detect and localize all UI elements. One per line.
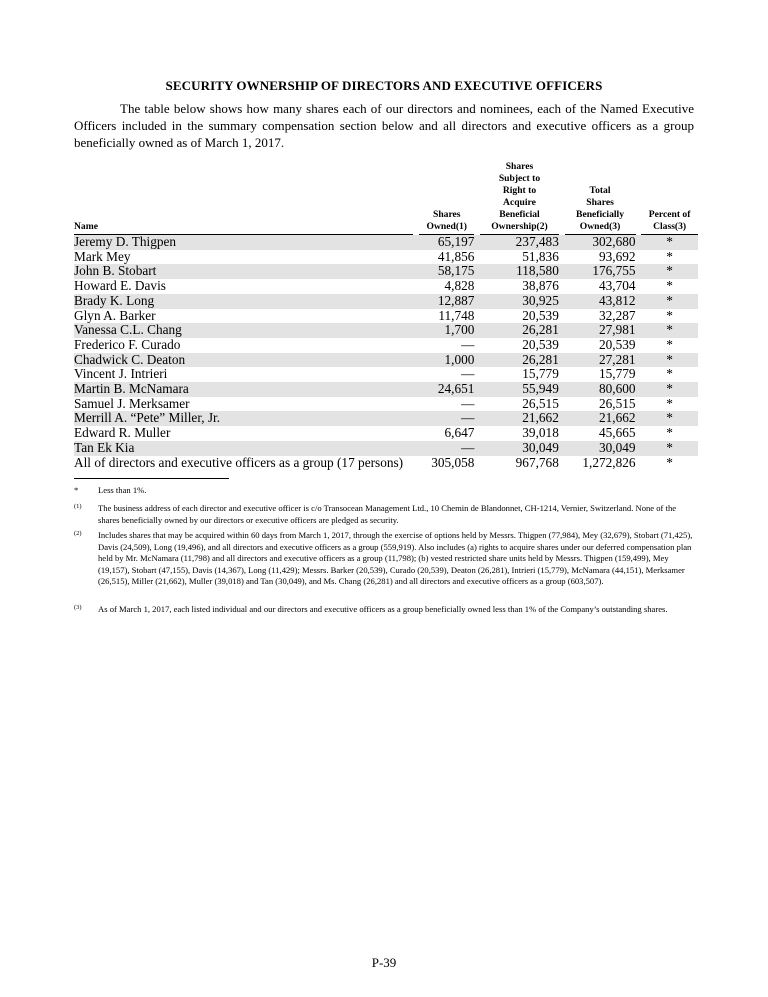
table-row — [74, 309, 698, 324]
header-shares-owned: Shares Owned(1) — [419, 161, 474, 235]
cell-percent-of-class: * — [641, 382, 698, 397]
cell-percent-of-class: * — [666, 395, 673, 411]
table-row — [74, 441, 698, 456]
cell-right-to-acquire: 51,836 — [522, 248, 559, 264]
cell-total-shares: 32,287 — [598, 307, 636, 323]
cell-total-shares: 20,539 — [598, 336, 636, 352]
cell-name: Martin B. McNamara — [74, 382, 413, 397]
table-row — [74, 456, 698, 471]
cell-total-shares: 21,662 — [565, 411, 636, 426]
cell-right-to-acquire: 39,018 — [522, 425, 559, 441]
cell-percent-of-class: * — [666, 278, 673, 294]
table-row — [74, 411, 698, 426]
cell-name: All of directors and executive officers as a group (17 persons) — [74, 454, 404, 470]
cell-percent-of-class: * — [666, 454, 673, 470]
cell-total-shares: 30,049 — [565, 441, 636, 456]
table-row — [74, 353, 698, 368]
table-row — [74, 382, 698, 397]
cell-right-to-acquire: 26,281 — [480, 323, 559, 338]
cell-name: John B. Stobart — [74, 264, 413, 279]
cell-shares-owned: — — [419, 411, 474, 426]
cell-total-shares: 15,779 — [598, 366, 636, 382]
ownership-table — [74, 161, 698, 470]
cell-percent-of-class: * — [641, 264, 698, 279]
cell-percent-of-class: * — [641, 441, 698, 456]
cell-name: Edward R. Muller — [74, 425, 171, 441]
cell-name: Brady K. Long — [74, 294, 413, 309]
cell-total-shares: 1,272,826 — [582, 454, 636, 470]
cell-shares-owned: — — [461, 366, 475, 382]
cell-shares-owned: — — [461, 395, 475, 411]
cell-percent-of-class: * — [641, 353, 698, 368]
cell-percent-of-class: * — [666, 336, 673, 352]
cell-percent-of-class: * — [666, 307, 673, 323]
table-row — [74, 426, 698, 441]
cell-shares-owned: 6,647 — [444, 425, 475, 441]
cell-total-shares: 27,281 — [565, 353, 636, 368]
cell-total-shares: 27,981 — [565, 323, 636, 338]
table-row — [74, 338, 698, 353]
cell-shares-owned: 11,748 — [438, 307, 475, 323]
cell-name: Jeremy D. Thigpen — [74, 235, 413, 250]
header-name: Name — [74, 161, 413, 235]
cell-shares-owned: — — [461, 336, 475, 352]
cell-shares-owned: 65,197 — [419, 235, 474, 250]
cell-shares-owned: 1,000 — [419, 353, 474, 368]
cell-right-to-acquire: 118,580 — [480, 264, 559, 279]
cell-name: Merrill A. “Pete” Miller, Jr. — [74, 411, 413, 426]
cell-percent-of-class: * — [666, 366, 673, 382]
footnote-3: $^{(3)}$ As of March 1, 2017, each listed individual and our directors and executive officers as a group beneficially owned less than 1% of the Company’s outstanding shares. — [74, 604, 668, 614]
page-number: P-39 — [371, 955, 397, 970]
cell-right-to-acquire: 38,876 — [522, 278, 559, 294]
header-total-shares: Total Shares Beneficially Owned(3) — [565, 161, 636, 235]
cell-total-shares: 176,755 — [565, 264, 636, 279]
cell-right-to-acquire: 20,539 — [522, 336, 559, 352]
cell-right-to-acquire: 967,768 — [515, 454, 559, 470]
cell-total-shares: 302,680 — [565, 235, 636, 250]
cell-right-to-acquire: 237,483 — [480, 235, 559, 250]
cell-total-shares: 26,515 — [598, 395, 636, 411]
intro-text: The table below shows how many shares each of our directors and nominees, each of the Named Executive Officers included in the summary compensation section below and all directors and executive officers as a group beneficially owned as of March 1, 2017. — [74, 101, 694, 150]
cell-name: Tan Ek Kia — [74, 441, 413, 456]
table-row — [74, 235, 698, 250]
cell-shares-owned: 41,856 — [437, 248, 475, 264]
table-row — [74, 294, 698, 309]
cell-right-to-acquire: 15,779 — [522, 366, 559, 382]
cell-total-shares: 45,665 — [598, 425, 636, 441]
cell-name: Vincent J. Intrieri — [74, 366, 168, 382]
cell-right-to-acquire: 30,049 — [480, 441, 559, 456]
header-right-to-acquire: Shares Subject to Right to Acquire Beneficial Ownership(2) — [480, 161, 559, 235]
cell-shares-owned: 58,175 — [419, 264, 474, 279]
cell-name: Mark Mey — [74, 248, 131, 264]
cell-shares-owned: — — [419, 441, 474, 456]
section-title: SECURITY OWNERSHIP OF DIRECTORS AND EXECUTIVE OFFICERS — [165, 78, 603, 93]
table-row — [74, 279, 698, 294]
cell-total-shares: 43,704 — [598, 278, 636, 294]
footnote-2: $^{(2)}$ Includes shares that may be acquired within 60 days from March 1, 2017, through the exercise of options held by Messrs. Thigpen (77,984), Mey (32,679), Stobart (71,425), Davis (24,509), Long (19,496), and all directors and executive officers as a group (559,919). Also includes (a) rights to acquire shares under our deferred compensation plan held by Mr. McNamara (11,798) and all directors and executive officers as a group (11,798); (b) vested restricted share units held by Messrs. Thigpen (159,499), Mey (19,157), Stobart (47,155), Davis (14,367), Long (11,429); Messrs. Barker (20,539), Curado (20,539), Deaton (26,281), Intrieri (15,779), McNamara (44,151), Merksamer (26,515), Miller (21,662), Muller (39,018) and Tan (30,049), and Ms. Chang (26,281) and all directors and executive officers as a group (603,507). — [74, 530, 693, 587]
cell-shares-owned: 1,700 — [419, 323, 474, 338]
table-row — [74, 264, 698, 279]
table-row — [74, 397, 698, 412]
footnote-divider — [74, 478, 229, 479]
cell-name: Howard E. Davis — [74, 278, 166, 294]
cell-name: Chadwick C. Deaton — [74, 353, 413, 368]
cell-percent-of-class: * — [666, 425, 673, 441]
cell-right-to-acquire: 20,539 — [522, 307, 559, 323]
table-row — [74, 367, 698, 382]
cell-right-to-acquire: 30,925 — [480, 294, 559, 309]
cell-name: Vanessa C.L. Chang — [74, 323, 413, 338]
cell-right-to-acquire: 26,515 — [522, 395, 559, 411]
cell-name: Glyn A. Barker — [74, 307, 156, 323]
cell-percent-of-class: * — [666, 248, 673, 264]
cell-right-to-acquire: 26,281 — [480, 353, 559, 368]
cell-total-shares: 93,692 — [598, 248, 636, 264]
cell-shares-owned: 12,887 — [419, 294, 474, 309]
header-percent-of-class: Percent of Class(3) — [641, 161, 698, 235]
cell-shares-owned: 24,651 — [419, 382, 474, 397]
cell-percent-of-class: * — [641, 294, 698, 309]
footnote-1: $^{(1)}$ The business address of each director and executive officer is c/o Transocean Management Ltd., 10 Chemin de Blandonnet, CH-1214, Vernier, Switzerland. None of the shares beneficially owned by our directors or executive officers are pledged as security. — [74, 503, 677, 525]
cell-shares-owned: 4,828 — [444, 278, 475, 294]
cell-right-to-acquire: 21,662 — [480, 411, 559, 426]
cell-percent-of-class: * — [641, 235, 698, 250]
cell-total-shares: 80,600 — [565, 382, 636, 397]
cell-name: Frederico F. Curado — [74, 336, 181, 352]
table-header-row — [74, 161, 698, 235]
cell-percent-of-class: * — [641, 411, 698, 426]
cell-right-to-acquire: 55,949 — [480, 382, 559, 397]
cell-total-shares: 43,812 — [565, 294, 636, 309]
cell-percent-of-class: * — [641, 323, 698, 338]
cell-shares-owned: 305,058 — [431, 454, 475, 470]
table-row — [74, 323, 698, 338]
table-row — [74, 250, 698, 265]
intro-paragraph — [74, 100, 694, 151]
footnote-star: * Less than 1%. — [74, 485, 147, 495]
cell-name: Samuel J. Merksamer — [74, 395, 190, 411]
